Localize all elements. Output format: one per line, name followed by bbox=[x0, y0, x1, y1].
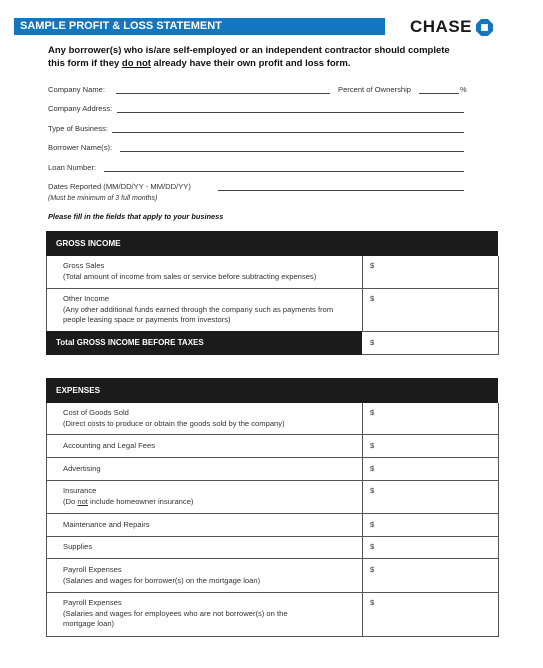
company-address-label: Company Address: bbox=[48, 104, 113, 113]
row-divider bbox=[46, 288, 499, 289]
table-border bbox=[498, 403, 499, 637]
table-row-label: Insurance (Do not include homeowner insurance) bbox=[63, 486, 194, 506]
table-row-label: Payroll Expenses (Salaries and wages for employees who are not borrower(s) on the mortgage loan) bbox=[63, 598, 288, 628]
instructions: Please fill in the fields that apply to your business bbox=[48, 212, 224, 221]
row-divider bbox=[46, 457, 499, 458]
amount-field[interactable]: $ bbox=[370, 408, 375, 417]
table-border bbox=[498, 256, 499, 355]
row-divider bbox=[46, 592, 499, 593]
type-of-business-field[interactable] bbox=[112, 132, 464, 133]
company-address-field[interactable] bbox=[117, 112, 464, 113]
row-divider bbox=[46, 513, 499, 514]
table-border bbox=[46, 403, 47, 637]
amount-field[interactable]: $ bbox=[370, 486, 375, 495]
amount-field[interactable]: $ bbox=[370, 441, 375, 450]
table-row-label: Gross Sales (Total amount of income from sales or service before subtracting expenses) bbox=[63, 261, 317, 281]
amount-field[interactable]: $ bbox=[370, 520, 375, 529]
total-gross-income-label: Total GROSS INCOME BEFORE TAXES bbox=[46, 331, 362, 355]
amount-field[interactable]: $ bbox=[370, 542, 375, 551]
borrower-names-label: Borrower Name(s): bbox=[48, 143, 113, 152]
amount-field[interactable]: $ bbox=[370, 598, 375, 607]
type-of-business-label: Type of Business: bbox=[48, 124, 108, 133]
row-divider bbox=[46, 480, 499, 481]
table-row-label: Maintenance and Repairs bbox=[63, 520, 150, 529]
expenses-header: EXPENSES bbox=[46, 378, 498, 403]
total-amount-field[interactable]: $ bbox=[370, 338, 375, 347]
borrower-names-field[interactable] bbox=[120, 151, 464, 152]
dates-note: (Must be minimum of 3 full months) bbox=[48, 195, 158, 202]
chase-octagon-icon bbox=[476, 19, 493, 36]
table-row-label: Supplies bbox=[63, 542, 93, 551]
dates-reported-label: Dates Reported (MM/DD/YY - MM/DD/YY) bbox=[48, 182, 191, 191]
ownership-field[interactable] bbox=[419, 93, 459, 94]
amount-field[interactable]: $ bbox=[370, 294, 375, 303]
table-divider bbox=[362, 256, 363, 331]
chase-logo bbox=[410, 16, 493, 38]
loan-number-label: Loan Number: bbox=[48, 163, 97, 172]
row-divider bbox=[46, 558, 499, 559]
percent-sign: % bbox=[460, 85, 467, 94]
table-divider bbox=[362, 403, 363, 637]
table-row-label: Cost of Goods Sold (Direct costs to produce or obtain the goods sold by the company) bbox=[63, 408, 285, 428]
table-row-label: Other Income (Any other additional funds earned through the company such as payments from people leasing space or payments from investors) bbox=[63, 294, 334, 324]
table-row-label: Accounting and Legal Fees bbox=[63, 441, 156, 450]
amount-field[interactable]: $ bbox=[370, 261, 375, 270]
company-name-label: Company Name: bbox=[48, 85, 105, 94]
company-name-field[interactable] bbox=[116, 93, 330, 94]
ownership-label: Percent of Ownership bbox=[338, 85, 412, 94]
table-row-label: Payroll Expenses (Salaries and wages for borrower(s) on the mortgage loan) bbox=[63, 565, 261, 585]
dates-reported-field[interactable] bbox=[218, 190, 464, 191]
gross-income-header: GROSS INCOME bbox=[46, 231, 498, 256]
intro-text: Any borrower(s) who is/are self-employed or an independent contractor should complete this form if they do not already have their own profit and loss form. bbox=[48, 45, 450, 69]
amount-field[interactable]: $ bbox=[370, 565, 375, 574]
brand-name: CHASE bbox=[410, 17, 473, 36]
form-title-bar: SAMPLE PROFIT & LOSS STATEMENT bbox=[14, 18, 385, 35]
table-row-label: Advertising bbox=[63, 464, 101, 473]
loan-number-field[interactable] bbox=[104, 171, 464, 172]
row-divider bbox=[46, 434, 499, 435]
row-divider bbox=[46, 636, 499, 637]
row-divider bbox=[46, 536, 499, 537]
amount-field[interactable]: $ bbox=[370, 464, 375, 473]
